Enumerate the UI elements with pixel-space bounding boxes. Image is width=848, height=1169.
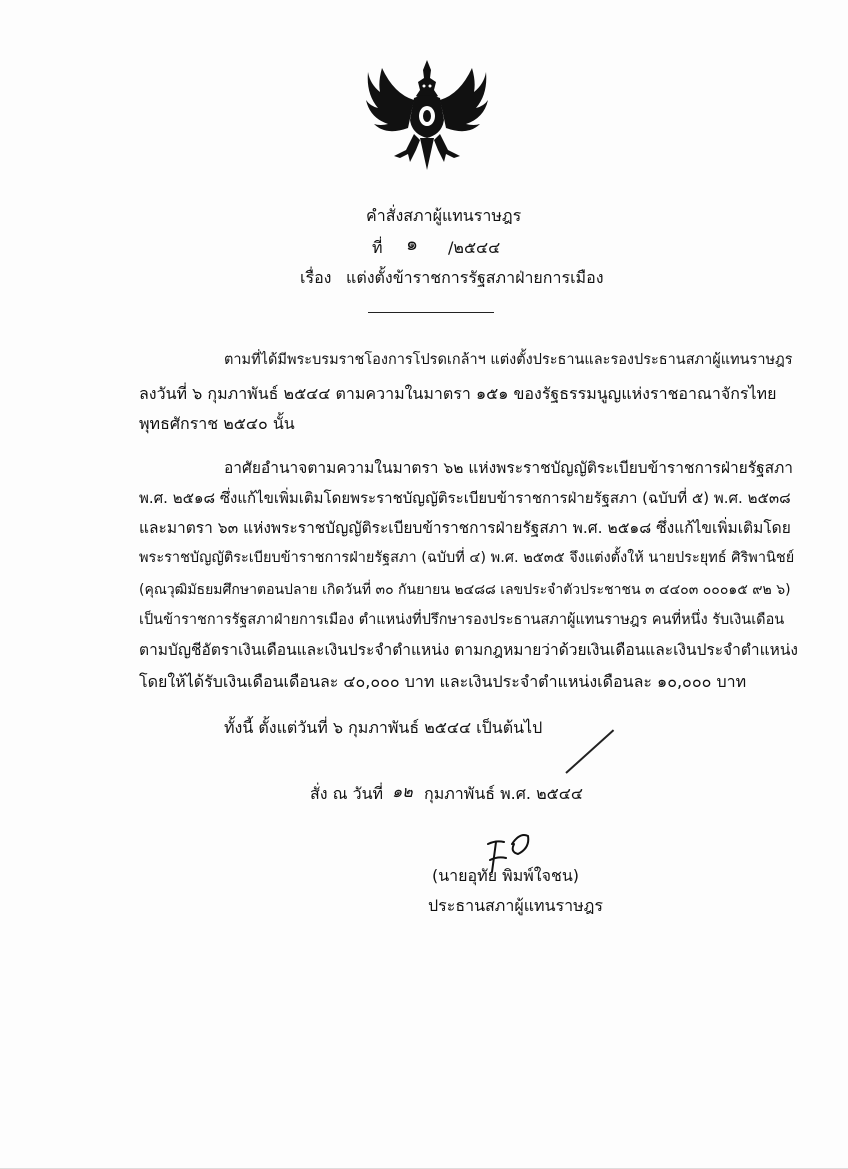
signer-position: ประธานสภาผู้แทนราษฎร bbox=[428, 896, 603, 915]
para2-line7: ตามบัญชีอัตราเงินเดือนและเงินประจำตำแหน่ง ตามกฎหมายว่าด้วยเงินเดือนและเงินประจำตำแหน่ง bbox=[139, 641, 798, 659]
order-number-value: ๑ bbox=[406, 233, 419, 255]
document-title: คำสั่งสภาผู้แทนราษฎร bbox=[366, 206, 522, 225]
signer-name: (นายอุทัย พิมพ์ใจชน) bbox=[432, 866, 580, 885]
order-number-suffix: /๒๕๔๔ bbox=[448, 238, 501, 257]
subject-text: แต่งตั้งข้าราชการรัฐสภาฝ่ายการเมือง bbox=[346, 268, 604, 287]
para2-line4: พระราชบัญญัติระเบียบข้าราชการฝ่ายรัฐสภา (ฉบับที่ ๔) พ.ศ. ๒๕๓๕ จึงแต่งตั้งให้ นายประยุทธ์ ศิริพานิชย์ bbox=[139, 550, 795, 566]
para2-line1: อาศัยอำนาจตามความในมาตรา ๖๒ แห่งพระราชบัญญัติระเบียบข้าราชการฝ่ายรัฐสภา bbox=[224, 459, 794, 477]
header-divider bbox=[368, 312, 494, 313]
para1-line2: ลงวันที่ ๖ กุมภาพันธ์ ๒๕๔๔ ตามความในมาตรา ๑๕๑ ของรัฐธรรมนูญแห่งราชอาณาจักรไทย bbox=[139, 384, 777, 403]
para1-line1: ตามที่ได้มีพระบรมราชโองการโปรดเกล้าฯ แต่งตั้งประธานและรองประธานสภาผู้แทนราษฎร bbox=[224, 352, 793, 368]
para2-line6: เป็นข้าราชการรัฐสภาฝ่ายการเมือง ตำแหน่งที่ปรึกษารองประธานสภาผู้แทนราษฎร คนที่หนึ่ง รับเงินเดือน bbox=[139, 612, 785, 628]
order-date-day: ๑๒ bbox=[392, 782, 413, 801]
para2-line3: และมาตรา ๖๓ แห่งพระราชบัญญัติระเบียบข้าราชการฝ่ายรัฐสภา พ.ศ. ๒๕๑๘ ซึ่งแก้ไขเพิ่มเติมโดย bbox=[139, 519, 791, 537]
para2-line2: พ.ศ. ๒๕๑๘ ซึ่งแก้ไขเพิ่มเติมโดยพระราชบัญญัติระเบียบข้าราชการฝ่ายรัฐสภา (ฉบับที่ ๕) พ.ศ. ๒๕๓๘ bbox=[139, 489, 791, 507]
order-date-prefix: สั่ง ณ วันที่ bbox=[310, 784, 384, 803]
order-date-suffix: กุมภาพันธ์ พ.ศ. ๒๕๔๔ bbox=[424, 784, 583, 803]
effective-date-line: ทั้งนี้ ตั้งแต่วันที่ ๖ กุมภาพันธ์ ๒๕๔๔ เป็นต้นไป bbox=[224, 718, 543, 737]
garuda-emblem-icon bbox=[364, 58, 490, 176]
para2-line8: โดยให้ได้รับเงินเดือนเดือนละ ๔๐,๐๐๐ บาท และเงินประจำตำแหน่งเดือนละ ๑๐,๐๐๐ บาท bbox=[139, 672, 747, 691]
para2-line5: (คุณวุฒิมัธยมศึกษาตอนปลาย เกิดวันที่ ๓๐ กันยายน ๒๔๘๘ เลขประจำตัวประชาชน ๓ ๔๔๐๓ ๐๐๐๑๕ ๙๒ ๖) bbox=[139, 582, 791, 598]
subject-label: เรื่อง bbox=[300, 268, 332, 287]
para1-line3: พุทธศักราช ๒๕๔๐ นั้น bbox=[139, 414, 295, 433]
date-stroke bbox=[565, 729, 614, 773]
order-number-prefix: ที่ bbox=[372, 238, 383, 257]
